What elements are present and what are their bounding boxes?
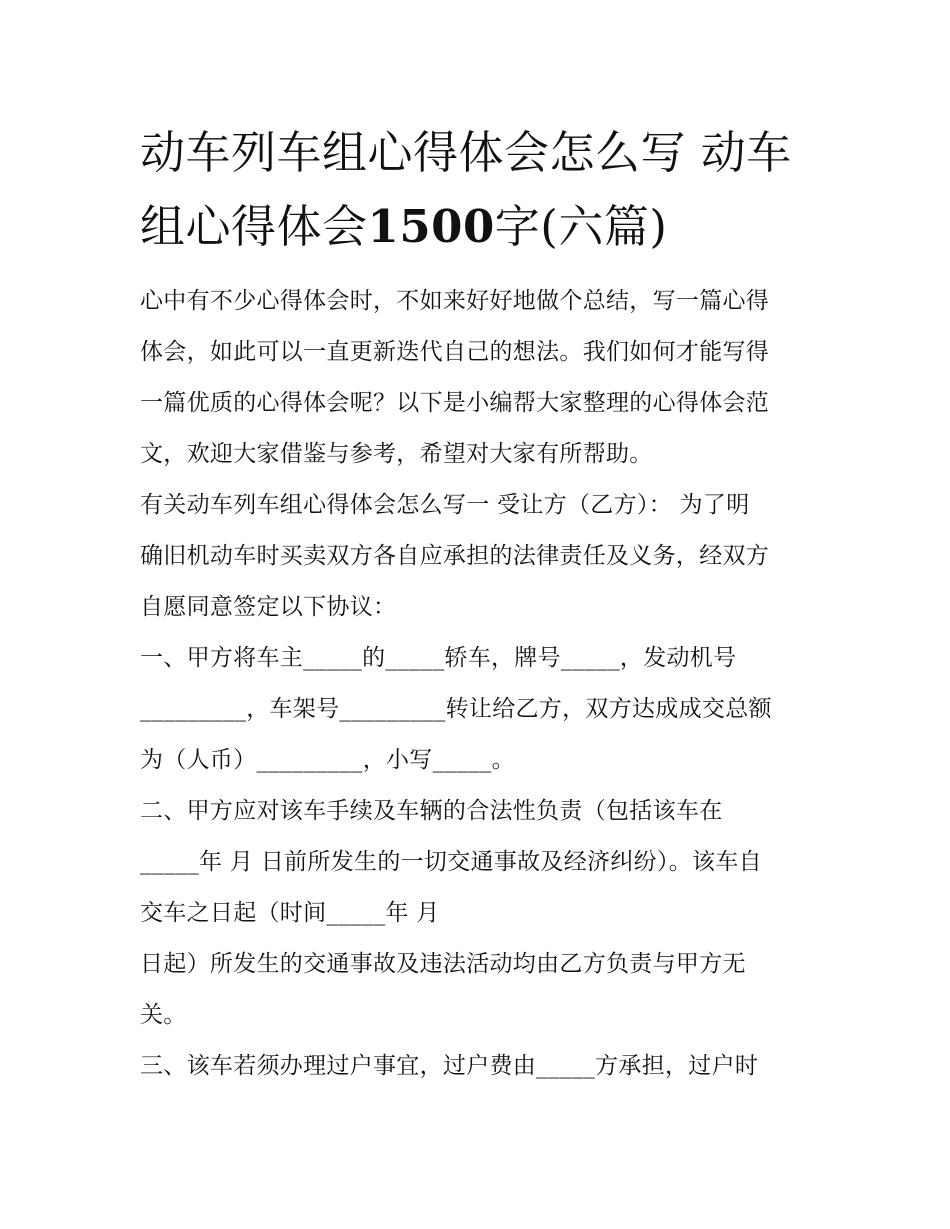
title-number: 1500 [367,200,495,253]
document-title [140,116,820,264]
text-line: 三、该车若须办理过户事宜，过户费由_____方承担，过户时 [140,1053,759,1079]
paragraph-intro [140,276,822,480]
title-part-1: 动车列车组心得体会怎么写 动车组心得体会 [140,126,792,253]
title-part-2: 字(六篇) [494,200,668,253]
text-line: 日起）所发生的交通事故及违法活动均由乙方负责与甲方无 [140,951,746,977]
paragraph-clause-3 [140,1041,822,1092]
paragraph-clause-2 [140,786,822,1041]
text-line: 有关动车列车组心得体会怎么写一 受让方（乙方）： 为了明 [140,492,750,518]
text-line: 心中有不少心得体会时，不如来好好地做个总结，写一篇心得 [140,288,770,314]
text-line: 关。 [140,1002,187,1028]
text-line: 体会，如此可以一直更新迭代自己的想法。我们如何才能写得 [140,339,770,365]
text-line: 为（人币）_________，小写_____。 [140,747,515,773]
text-line: 确旧机动车时买卖双方各自应承担的法律责任及义务，经双方 [140,543,770,569]
text-line: 交车之日起（时间_____年 月 [140,900,440,926]
paragraph-clause-1 [140,633,822,786]
text-line: 自愿同意签定以下协议： [140,594,397,620]
text-line: _________，车架号_________转让给乙方，双方达成成交总额 [140,696,772,722]
text-line: 二、甲方应对该车手续及车辆的合法性负责（包括该车在 [140,798,723,824]
text-line: 文，欢迎大家借鉴与参考，希望对大家有所帮助。 [140,441,653,467]
text-line: 一、甲方将车主_____的_____轿车，牌号_____，发动机号 [140,645,737,671]
document-body [140,276,822,1092]
text-line: 一篇优质的心得体会呢？以下是小编帮大家整理的心得体会范 [140,390,770,416]
paragraph-agreement-intro [140,480,822,633]
text-line: _____年 月 日前所发生的一切交通事故及经济纠纷）。该车自 [140,849,762,875]
